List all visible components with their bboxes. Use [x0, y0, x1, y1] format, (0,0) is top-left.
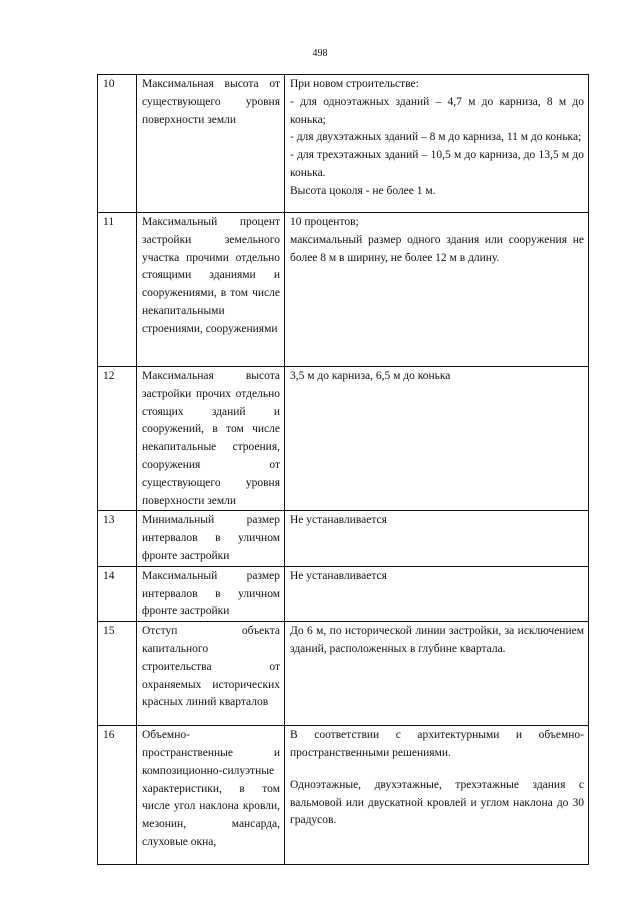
row-number: 14: [98, 566, 137, 621]
regulations-table: [97, 74, 589, 865]
parameter-value: [285, 726, 589, 865]
parameter-value: [285, 75, 589, 213]
row-number: 10: [98, 75, 137, 213]
value-line: Высота цоколя - не более 1 м.: [290, 184, 436, 197]
row-number: 15: [98, 622, 137, 726]
parameter-name: Отступ объекта капитального строительства от охраняемых исторических красных линий кварталов: [137, 622, 285, 726]
table-row: [98, 75, 589, 213]
table-row: [98, 566, 589, 621]
page-number: 498: [312, 48, 328, 59]
table-row: [98, 213, 589, 367]
table-row: [98, 726, 589, 865]
parameter-name: Максимальный размер интервалов в уличном фронте застройки: [137, 566, 285, 621]
value-line: Одноэтажные, двухэтажные, трехэтажные здания с вальмовой или двускатной кровлей и углом наклона до 30 градусов.: [290, 778, 584, 827]
value-line: 10 процентов;: [290, 216, 359, 228]
value-line: До 6 м, по исторической линии застройки, за исключением зданий, расположенных в глубине квартала.: [290, 625, 584, 655]
table-row: [98, 511, 589, 566]
parameter-value: [285, 566, 589, 621]
value-line: Не устанавливается: [290, 569, 387, 582]
row-number: 12: [98, 367, 137, 511]
parameter-value: [285, 622, 589, 726]
row-number: 13: [98, 511, 137, 566]
parameter-name: Максимальный процент застройки земельного участка прочими отдельно стоящими зданиями и сооружениями, в том числе некапитальными строениями, сооружениями: [137, 213, 285, 367]
parameter-name: Объемно-пространственные и композиционно-силуэтные характеристики, в том числе угол наклона кровли, мезонин, мансарда, слуховые окна,: [137, 726, 285, 865]
value-line: - для двухэтажных зданий – 8 м до карниза, 11 м до конька;: [290, 131, 582, 144]
row-number: 16: [98, 726, 137, 865]
table-row: [98, 367, 589, 511]
row-number: 11: [98, 213, 137, 367]
value-line: - для одноэтажных зданий – 4,7 м до карниза, 8 м до конька;: [290, 95, 584, 126]
parameter-value: [285, 511, 589, 566]
parameter-name: Максимальная высота застройки прочих отдельно стоящих зданий и сооружений, в том числе некапитальные строения, сооружения от существующего уровня поверхности земли: [137, 367, 285, 511]
value-line: При новом строительстве:: [290, 78, 419, 90]
parameter-name: Максимальная высота от существующего уровня поверхности земли: [137, 75, 285, 213]
value-line: Не устанавливается: [290, 514, 387, 527]
parameter-value: [285, 213, 589, 367]
value-line: В соответствии с архитектурными и объемно-пространственными решениями.: [290, 729, 584, 759]
value-line: максимальный размер одного здания или сооружения не более 8 м в ширину, не более 12 м в длину.: [290, 233, 584, 264]
table-row: [98, 622, 589, 726]
parameter-name: Минимальный размер интервалов в уличном фронте застройки: [137, 511, 285, 566]
value-line: 3,5 м до карниза, 6,5 м до конька: [290, 370, 451, 382]
parameter-value: [285, 367, 589, 511]
value-spacer: [290, 763, 584, 777]
value-line: - для трехэтажных зданий – 10,5 м до карниза, до 13,5 м до конька.: [290, 149, 584, 179]
